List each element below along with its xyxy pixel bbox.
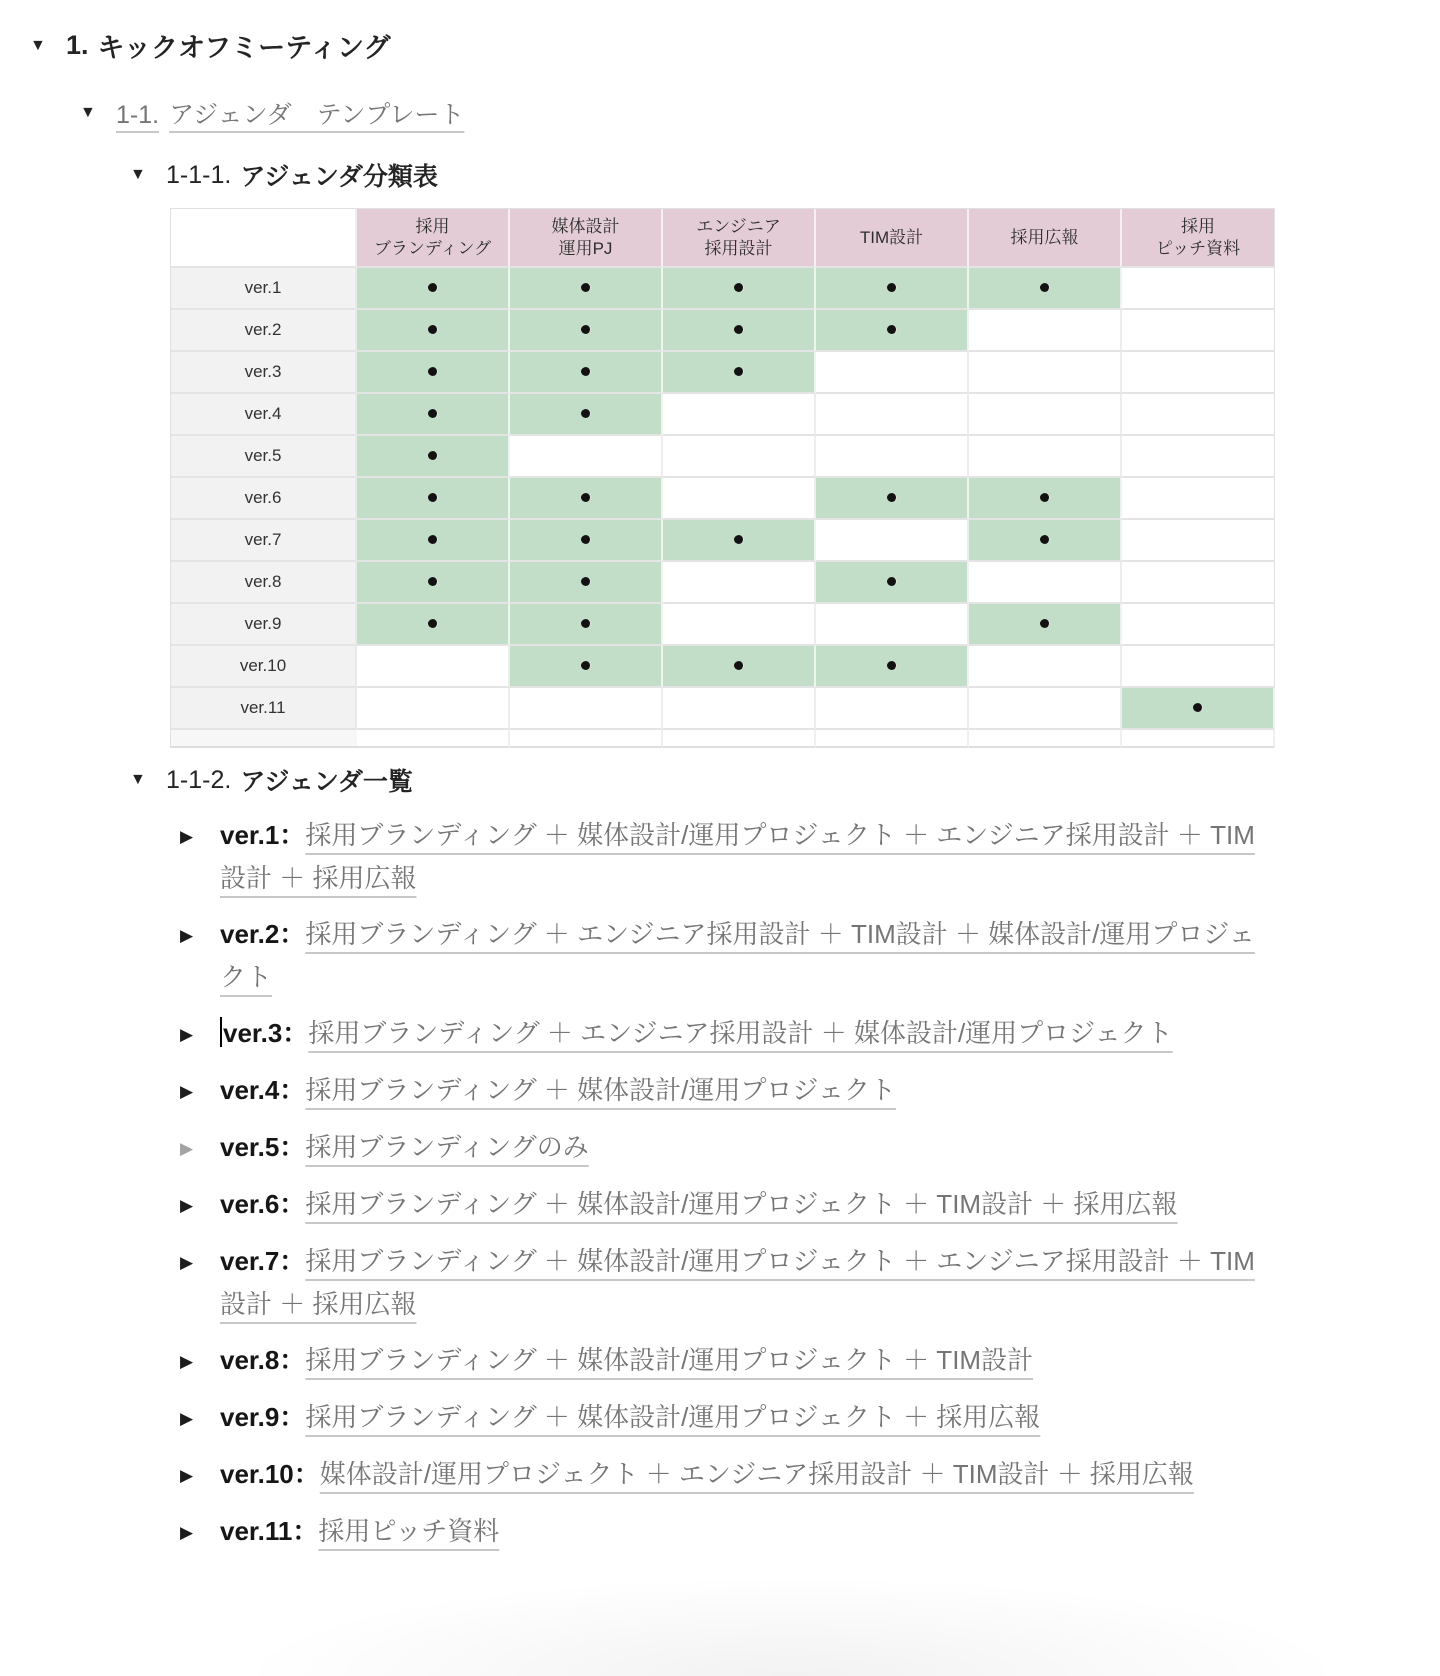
matrix-cell-marked[interactable] [969, 268, 1122, 310]
heading-1-1-2-title: アジェンダ一覧 [240, 768, 413, 796]
dot-icon [428, 535, 438, 544]
dot-icon [734, 661, 744, 670]
matrix-filler-cell [1122, 730, 1275, 748]
matrix-cell-empty[interactable] [1122, 478, 1275, 520]
matrix-row-label[interactable]: ver.3 [171, 352, 357, 394]
matrix-cell-empty[interactable] [1122, 352, 1275, 394]
matrix-cell-empty[interactable] [1122, 268, 1275, 310]
matrix-cell-empty[interactable] [1122, 310, 1275, 352]
matrix-cell-marked[interactable] [357, 394, 510, 436]
matrix-cell-marked[interactable] [510, 478, 663, 520]
matrix-cell-empty[interactable] [1122, 604, 1275, 646]
heading-1-1-1-title: アジェンダ分類表 [240, 163, 438, 191]
agenda-item-text [220, 1240, 1268, 1326]
matrix-cell-empty[interactable] [357, 688, 510, 730]
matrix-cell-empty[interactable] [1122, 520, 1275, 562]
matrix-row [171, 394, 1275, 436]
agenda-item-link[interactable]: 採用ブランディングのみ [305, 1132, 589, 1162]
matrix-cell-marked[interactable] [510, 394, 663, 436]
dot-icon [581, 409, 591, 418]
agenda-item-link[interactable]: 採用ブランディング ＋ 媒体設計/運用プロジェクト ＋ エンジニア採用設計 ＋ TIM設計 ＋ 採用広報 [220, 820, 1255, 893]
agenda-item-version: ver.1 [220, 820, 280, 850]
toggle-right-icon[interactable]: ▶ [180, 1466, 194, 1485]
dot-icon [887, 493, 897, 502]
dot-icon [428, 493, 438, 502]
matrix-cell-empty[interactable] [1122, 562, 1275, 604]
dot-icon [581, 619, 591, 628]
matrix-cell-empty[interactable] [1122, 646, 1275, 688]
agenda-list-item [180, 1183, 1268, 1227]
dot-icon [581, 283, 591, 292]
matrix-cell-empty[interactable] [816, 604, 969, 646]
matrix-filler-cell [816, 730, 969, 748]
dot-icon [734, 325, 744, 334]
matrix-cell-marked[interactable] [357, 310, 510, 352]
agenda-item-link[interactable]: 採用ピッチ資料 [318, 1516, 500, 1546]
matrix-cell-marked[interactable] [816, 478, 969, 520]
matrix-cell-empty[interactable] [357, 646, 510, 688]
matrix-cell-empty[interactable] [816, 352, 969, 394]
matrix-column-header[interactable]: 媒体設計 運用PJ [510, 209, 663, 268]
agenda-item-separator: ： [279, 1132, 306, 1162]
matrix-cell-marked[interactable] [816, 268, 969, 310]
agenda-item-text [220, 1339, 1268, 1383]
agenda-list-item [180, 1012, 1268, 1056]
agenda-item-separator: ： [279, 1345, 306, 1375]
matrix-cell-empty[interactable] [969, 352, 1122, 394]
dot-icon [581, 493, 591, 502]
toggle-down-icon[interactable]: ▼ [130, 166, 146, 183]
matrix-row [171, 310, 1275, 352]
heading-1-1-2 [130, 762, 1440, 798]
agenda-item-text [220, 1396, 1268, 1440]
heading-1-1 [80, 95, 1440, 131]
matrix-cell-marked[interactable] [357, 604, 510, 646]
matrix-cell-empty[interactable] [969, 394, 1122, 436]
matrix-cell-empty[interactable] [816, 436, 969, 478]
matrix-row [171, 478, 1275, 520]
matrix-cell-empty[interactable] [663, 394, 816, 436]
matrix-cell-marked[interactable] [816, 562, 969, 604]
agenda-item-version: ver.11 [220, 1516, 293, 1546]
matrix-cell-empty[interactable] [969, 436, 1122, 478]
toggle-down-icon[interactable]: ▼ [130, 771, 146, 788]
heading-1-title: キックオフミーティング [97, 33, 391, 63]
agenda-item-separator: ： [282, 1018, 309, 1048]
agenda-list-item [180, 1126, 1268, 1170]
matrix-cell-empty[interactable] [969, 310, 1122, 352]
matrix-cell-marked[interactable] [969, 604, 1122, 646]
dot-icon [581, 535, 591, 544]
dot-icon [1040, 619, 1050, 628]
matrix-cell-empty[interactable] [663, 604, 816, 646]
heading-1-1-2-number: 1-1-2. [166, 765, 232, 794]
matrix-cell-marked[interactable] [969, 520, 1122, 562]
agenda-item-text [220, 1126, 1268, 1170]
matrix-cell-empty[interactable] [816, 520, 969, 562]
toggle-down-icon[interactable]: ▼ [80, 104, 96, 121]
matrix-row [171, 520, 1275, 562]
text-cursor [220, 1017, 222, 1047]
matrix-cell-marked[interactable] [510, 604, 663, 646]
agenda-item-link[interactable]: 媒体設計/運用プロジェクト ＋ エンジニア採用設計 ＋ TIM設計 ＋ 採用広報 [319, 1459, 1194, 1489]
agenda-item-link[interactable]: 採用ブランディング ＋ エンジニア採用設計 ＋ TIM設計 ＋ 媒体設計/運用プロジェクト [220, 919, 1255, 992]
dot-icon [581, 577, 591, 586]
heading-1 [30, 26, 1440, 65]
dot-icon [1193, 703, 1203, 712]
agenda-list-item [180, 1510, 1268, 1554]
matrix-body [171, 268, 1275, 748]
matrix-row-label[interactable]: ver.1 [171, 268, 357, 310]
matrix-cell-marked[interactable] [357, 268, 510, 310]
agenda-item-separator: ： [279, 1246, 306, 1276]
matrix-cell-empty[interactable] [663, 478, 816, 520]
matrix-cell-marked[interactable] [510, 646, 663, 688]
toggle-right-icon[interactable]: ▶ [180, 1352, 194, 1371]
matrix-cell-marked[interactable] [969, 478, 1122, 520]
agenda-item-version: ver.3 [223, 1018, 283, 1048]
agenda-item-link[interactable]: 採用ブランディング ＋ 媒体設計/運用プロジェクト ＋ 採用広報 [305, 1402, 1041, 1432]
agenda-item-version: ver.6 [220, 1189, 280, 1219]
agenda-matrix-table [170, 208, 1275, 748]
agenda-item-separator: ： [279, 919, 306, 949]
heading-1-number: 1. [66, 30, 89, 60]
matrix-cell-marked[interactable] [816, 310, 969, 352]
toggle-right-icon[interactable]: ▶ [180, 1523, 194, 1542]
toggle-right-icon[interactable]: ▶ [180, 926, 194, 945]
matrix-row-label[interactable]: ver.9 [171, 604, 357, 646]
matrix-column-header[interactable]: 採用 ピッチ資料 [1122, 209, 1275, 268]
agenda-list-item [180, 814, 1268, 900]
matrix-filler-cell [969, 730, 1122, 748]
matrix-cell-marked[interactable] [510, 562, 663, 604]
agenda-list-item [180, 1339, 1268, 1383]
toggle-down-icon[interactable]: ▼ [30, 36, 46, 54]
matrix-row-label[interactable]: ver.11 [171, 688, 357, 730]
agenda-item-text [220, 1453, 1268, 1497]
toggle-right-icon[interactable]: ▶ [180, 827, 194, 846]
matrix-cell-empty[interactable] [1122, 394, 1275, 436]
dot-icon [428, 367, 438, 376]
agenda-list-item [180, 1069, 1268, 1113]
matrix-column-header[interactable]: 採用広報 [969, 209, 1122, 268]
agenda-item-text [220, 1510, 1268, 1554]
dot-icon [1040, 493, 1050, 502]
matrix-row-label[interactable]: ver.2 [171, 310, 357, 352]
dot-icon [887, 325, 897, 334]
agenda-item-separator: ： [279, 1075, 306, 1105]
matrix-cell-marked[interactable] [510, 310, 663, 352]
dot-icon [428, 409, 438, 418]
matrix-cell-marked[interactable] [357, 436, 510, 478]
agenda-item-version: ver.10 [220, 1459, 294, 1489]
agenda-list-item [180, 1396, 1268, 1440]
agenda-item-link[interactable]: 採用ブランディング ＋ 媒体設計/運用プロジェクト ＋ TIM設計 [305, 1345, 1034, 1375]
matrix-cell-marked[interactable] [510, 520, 663, 562]
dot-icon [734, 367, 744, 376]
dot-icon [734, 535, 744, 544]
agenda-list-item [180, 1453, 1268, 1497]
matrix-row-label[interactable]: ver.8 [171, 562, 357, 604]
agenda-item-separator: ： [279, 820, 306, 850]
matrix-filler-label [171, 730, 357, 748]
matrix-cell-marked[interactable] [663, 352, 816, 394]
matrix-cell-marked[interactable] [357, 478, 510, 520]
dot-icon [581, 661, 591, 670]
matrix-row-label[interactable]: ver.10 [171, 646, 357, 688]
dot-icon [428, 325, 438, 334]
matrix-cell-marked[interactable] [816, 646, 969, 688]
matrix-row [171, 688, 1275, 730]
agenda-list [180, 814, 1268, 1554]
matrix-cell-marked[interactable] [663, 646, 816, 688]
matrix-row [171, 646, 1275, 688]
toggle-right-icon[interactable]: ▶ [180, 1253, 194, 1272]
agenda-item-text [220, 913, 1268, 999]
matrix-cell-marked[interactable] [663, 268, 816, 310]
agenda-item-version: ver.8 [220, 1345, 280, 1375]
agenda-item-text [220, 1069, 1268, 1113]
matrix-cell-empty[interactable] [969, 562, 1122, 604]
matrix-cell-marked[interactable] [357, 562, 510, 604]
matrix-cell-empty[interactable] [816, 688, 969, 730]
agenda-item-version: ver.7 [220, 1246, 280, 1276]
matrix-cell-marked[interactable] [1122, 688, 1275, 730]
agenda-item-separator: ： [292, 1516, 319, 1546]
heading-1-1-1-number: 1-1-1. [166, 160, 232, 189]
matrix-corner-cell[interactable] [171, 209, 357, 268]
matrix-row-label[interactable]: ver.5 [171, 436, 357, 478]
toggle-right-icon[interactable]: ▶ [180, 1082, 194, 1101]
dot-icon [428, 577, 438, 586]
matrix-cell-marked[interactable] [510, 352, 663, 394]
agenda-item-version: ver.4 [220, 1075, 280, 1105]
matrix-row [171, 268, 1275, 310]
matrix-row-label[interactable]: ver.6 [171, 478, 357, 520]
matrix-cell-empty[interactable] [663, 562, 816, 604]
dot-icon [887, 577, 897, 586]
matrix-cell-marked[interactable] [357, 352, 510, 394]
agenda-item-text [220, 814, 1268, 900]
matrix-column-header[interactable]: エンジニア 採用設計 [663, 209, 816, 268]
agenda-item-separator: ： [279, 1402, 306, 1432]
matrix-row-label[interactable]: ver.7 [171, 520, 357, 562]
heading-1-1-link[interactable]: 1-1. アジェンダ テンプレート [116, 101, 465, 129]
dot-icon [887, 661, 897, 670]
matrix-cell-empty[interactable] [663, 436, 816, 478]
toggle-right-icon[interactable]: ▶ [180, 1139, 194, 1158]
matrix-cell-empty[interactable] [510, 436, 663, 478]
matrix-column-header[interactable]: 採用 ブランディング [357, 209, 510, 268]
dot-icon [428, 451, 438, 460]
dot-icon [887, 283, 897, 292]
agenda-matrix [170, 208, 1440, 748]
agenda-item-separator: ： [293, 1459, 320, 1489]
matrix-filler-cell [510, 730, 663, 748]
agenda-item-separator: ： [279, 1189, 306, 1219]
matrix-cell-marked[interactable] [663, 520, 816, 562]
agenda-item-text [220, 1012, 1268, 1056]
dot-icon [1040, 535, 1050, 544]
matrix-row [171, 604, 1275, 646]
dot-icon [581, 367, 591, 376]
matrix-cell-empty[interactable] [663, 688, 816, 730]
toggle-right-icon[interactable]: ▶ [180, 1025, 194, 1044]
dot-icon [734, 283, 744, 292]
dot-icon [428, 283, 438, 292]
agenda-item-link[interactable]: 採用ブランディング ＋ エンジニア採用設計 ＋ 媒体設計/運用プロジェクト [308, 1018, 1173, 1048]
matrix-row [171, 352, 1275, 394]
matrix-cell-empty[interactable] [510, 688, 663, 730]
agenda-item-version: ver.5 [220, 1132, 280, 1162]
toggle-right-icon[interactable]: ▶ [180, 1409, 194, 1428]
dot-icon [581, 325, 591, 334]
matrix-cell-marked[interactable] [357, 520, 510, 562]
agenda-item-link[interactable]: 採用ブランディング ＋ 媒体設計/運用プロジェクト ＋ TIM設計 ＋ 採用広報 [305, 1189, 1178, 1219]
agenda-item-version: ver.2 [220, 919, 280, 949]
agenda-item-text [220, 1183, 1268, 1227]
matrix-row [171, 436, 1275, 478]
agenda-item-link[interactable]: 採用ブランディング ＋ 媒体設計/運用プロジェクト ＋ エンジニア採用設計 ＋ TIM設計 ＋ 採用広報 [220, 1246, 1255, 1319]
matrix-filler-cell [357, 730, 510, 748]
agenda-list-item [180, 1240, 1268, 1326]
matrix-filler-cell [663, 730, 816, 748]
toggle-right-icon[interactable]: ▶ [180, 1196, 194, 1215]
heading-1-1-1 [130, 157, 1440, 193]
agenda-item-version: ver.9 [220, 1402, 280, 1432]
matrix-cell-empty[interactable] [969, 688, 1122, 730]
matrix-cell-empty[interactable] [1122, 436, 1275, 478]
matrix-column-header[interactable]: TIM設計 [816, 209, 969, 268]
matrix-cell-empty[interactable] [969, 646, 1122, 688]
matrix-filler-row [171, 730, 1275, 748]
agenda-list-item [180, 913, 1268, 999]
bottom-shade [0, 1546, 1440, 1676]
matrix-cell-marked[interactable] [510, 268, 663, 310]
matrix-row [171, 562, 1275, 604]
dot-icon [428, 619, 438, 628]
agenda-item-link[interactable]: 採用ブランディング ＋ 媒体設計/運用プロジェクト [305, 1075, 896, 1105]
matrix-header-row [171, 209, 1275, 268]
matrix-cell-marked[interactable] [663, 310, 816, 352]
matrix-cell-empty[interactable] [816, 394, 969, 436]
dot-icon [1040, 283, 1050, 292]
matrix-row-label[interactable]: ver.4 [171, 394, 357, 436]
